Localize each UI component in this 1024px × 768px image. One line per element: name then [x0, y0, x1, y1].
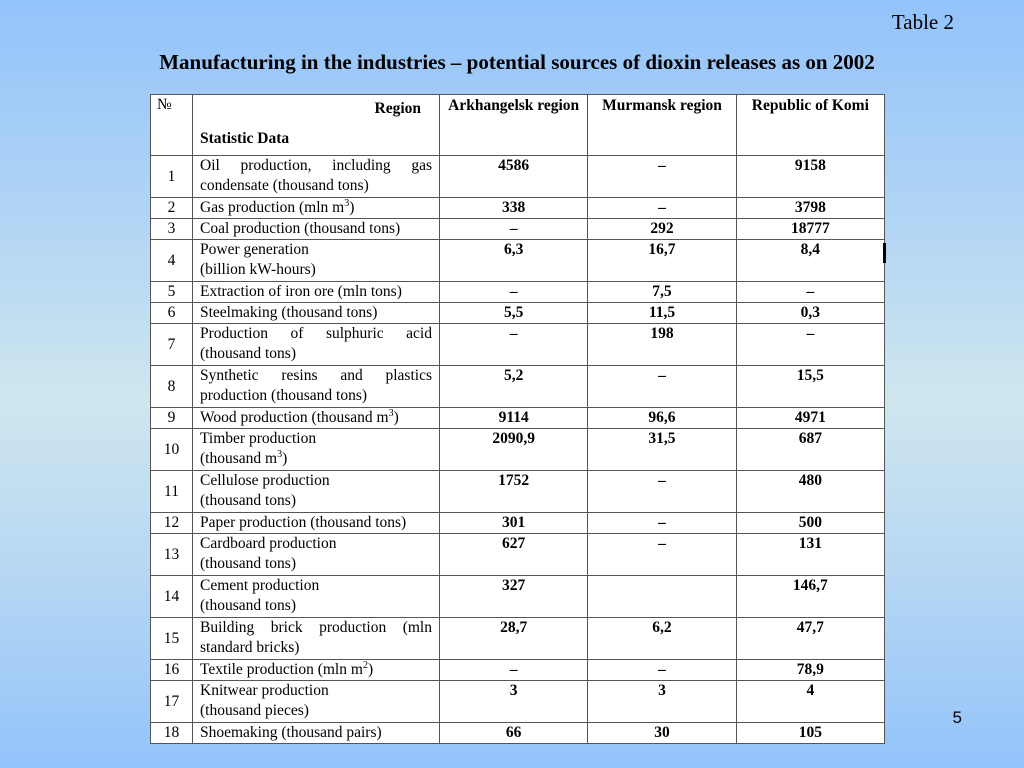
value-arkhangelsk: 301 — [440, 513, 588, 534]
value-arkhangelsk: – — [440, 324, 588, 366]
value-arkhangelsk: 6,3 — [440, 240, 588, 282]
table-row — [151, 282, 885, 303]
row-label: Steelmaking (thousand tons) — [193, 303, 440, 324]
table-row — [151, 408, 885, 429]
value-komi: 4971 — [736, 408, 884, 429]
row-number: 4 — [151, 240, 193, 282]
value-murmansk: – — [588, 156, 736, 198]
value-murmansk: – — [588, 198, 736, 219]
table-label: Table 2 — [891, 10, 954, 34]
row-label: Textile production (mln $m^2$) — [193, 660, 440, 681]
table-row — [151, 429, 885, 471]
header-statistic: Statistic Data — [200, 130, 290, 147]
row-number: 13 — [151, 534, 193, 576]
value-arkhangelsk: 28,7 — [440, 618, 588, 660]
table-row — [151, 240, 885, 282]
value-murmansk: 198 — [588, 324, 736, 366]
value-arkhangelsk: 338 — [440, 198, 588, 219]
value-arkhangelsk: 2090,9 — [440, 429, 588, 471]
value-arkhangelsk: – — [440, 219, 588, 240]
row-number: 10 — [151, 429, 193, 471]
value-komi: – — [736, 324, 884, 366]
value-arkhangelsk: 5,5 — [440, 303, 588, 324]
row-number: 17 — [151, 681, 193, 723]
value-murmansk: 11,5 — [588, 303, 736, 324]
header-region: Region — [374, 100, 421, 117]
header-komi: Republic of Komi — [736, 95, 884, 156]
row-label: Coal production (thousand tons) — [193, 219, 440, 240]
row-label: Cement production (thousand tons) — [193, 576, 440, 618]
row-label: Gas production (mln $m^3$) — [193, 198, 440, 219]
table-row — [151, 660, 885, 681]
row-number: 2 — [151, 198, 193, 219]
row-label: Building brick production (mln standard bricks) — [193, 618, 440, 660]
row-number: 14 — [151, 576, 193, 618]
row-label: Extraction of iron ore (mln tons) — [193, 282, 440, 303]
row-number: 7 — [151, 324, 193, 366]
value-komi: 4 — [736, 681, 884, 723]
table-row — [151, 513, 885, 534]
header-murmansk: Murmansk region — [588, 95, 736, 156]
row-label: Wood production (thousand $m^3$) — [193, 408, 440, 429]
table-row — [151, 681, 885, 723]
statistics-table — [150, 94, 885, 744]
table-row — [151, 576, 885, 618]
value-komi: 105 — [736, 723, 884, 744]
header-arkhangelsk: Arkhangelsk region — [440, 95, 588, 156]
table-row — [151, 471, 885, 513]
value-arkhangelsk: – — [440, 282, 588, 303]
row-number: 12 — [151, 513, 193, 534]
slide-title: Manufacturing in the industries – potential sources of dioxin releases as on 2002 — [159, 50, 875, 74]
row-number: 8 — [151, 366, 193, 408]
row-label: Synthetic resins and plastics production (thousand tons) — [193, 366, 440, 408]
table-row — [151, 303, 885, 324]
value-murmansk: 96,6 — [588, 408, 736, 429]
table-row — [151, 534, 885, 576]
row-number: 6 — [151, 303, 193, 324]
value-komi: 146,7 — [736, 576, 884, 618]
row-number: 9 — [151, 408, 193, 429]
value-komi: 9158 — [736, 156, 884, 198]
header-number: № — [151, 95, 193, 156]
edge-mark — [883, 243, 886, 263]
value-murmansk: – — [588, 660, 736, 681]
table-row — [151, 618, 885, 660]
table-row — [151, 198, 885, 219]
value-komi: 131 — [736, 534, 884, 576]
value-komi: 15,5 — [736, 366, 884, 408]
value-arkhangelsk: 627 — [440, 534, 588, 576]
value-komi: 47,7 — [736, 618, 884, 660]
row-number: 1 — [151, 156, 193, 198]
table-row — [151, 219, 885, 240]
value-komi: 480 — [736, 471, 884, 513]
table-row — [151, 156, 885, 198]
row-label: Power generation (billion kW-hours) — [193, 240, 440, 282]
table-row — [151, 366, 885, 408]
value-murmansk: 3 — [588, 681, 736, 723]
value-komi: 500 — [736, 513, 884, 534]
row-number: 5 — [151, 282, 193, 303]
value-arkhangelsk: 9114 — [440, 408, 588, 429]
value-arkhangelsk: 4586 — [440, 156, 588, 198]
value-komi: 18777 — [736, 219, 884, 240]
value-arkhangelsk: 66 — [440, 723, 588, 744]
table-row — [151, 723, 885, 744]
value-murmansk: 6,2 — [588, 618, 736, 660]
value-murmansk: – — [588, 513, 736, 534]
value-arkhangelsk: 3 — [440, 681, 588, 723]
row-label: Oil production, including gas condensate (thousand tons) — [193, 156, 440, 198]
value-murmansk: 292 — [588, 219, 736, 240]
value-komi: 3798 — [736, 198, 884, 219]
value-komi: – — [736, 282, 884, 303]
row-label: Cardboard production (thousand tons) — [193, 534, 440, 576]
page-number: 5 — [952, 708, 962, 727]
value-komi: 8,4 — [736, 240, 884, 282]
value-murmansk: 30 — [588, 723, 736, 744]
row-number: 11 — [151, 471, 193, 513]
value-murmansk: – — [588, 471, 736, 513]
value-komi: 0,3 — [736, 303, 884, 324]
table-header-row — [151, 95, 885, 156]
value-murmansk: – — [588, 366, 736, 408]
row-number: 18 — [151, 723, 193, 744]
value-murmansk — [588, 576, 736, 618]
value-komi: 687 — [736, 429, 884, 471]
row-number: 16 — [151, 660, 193, 681]
row-label: Production of sulphuric acid (thousand tons) — [193, 324, 440, 366]
value-arkhangelsk: 327 — [440, 576, 588, 618]
table-row — [151, 324, 885, 366]
row-label: Timber production (thousand $m^3$) — [193, 429, 440, 471]
value-arkhangelsk: 5,2 — [440, 366, 588, 408]
row-label: Cellulose production (thousand tons) — [193, 471, 440, 513]
value-murmansk: – — [588, 534, 736, 576]
row-number: 15 — [151, 618, 193, 660]
value-murmansk: 7,5 — [588, 282, 736, 303]
header-region-statistic — [193, 95, 440, 156]
value-arkhangelsk: 1752 — [440, 471, 588, 513]
value-arkhangelsk: – — [440, 660, 588, 681]
row-label: Paper production (thousand tons) — [193, 513, 440, 534]
value-komi: 78,9 — [736, 660, 884, 681]
row-label: Knitwear production (thousand pieces) — [193, 681, 440, 723]
row-number: 3 — [151, 219, 193, 240]
value-murmansk: 31,5 — [588, 429, 736, 471]
value-murmansk: 16,7 — [588, 240, 736, 282]
row-label: Shoemaking (thousand pairs) — [193, 723, 440, 744]
